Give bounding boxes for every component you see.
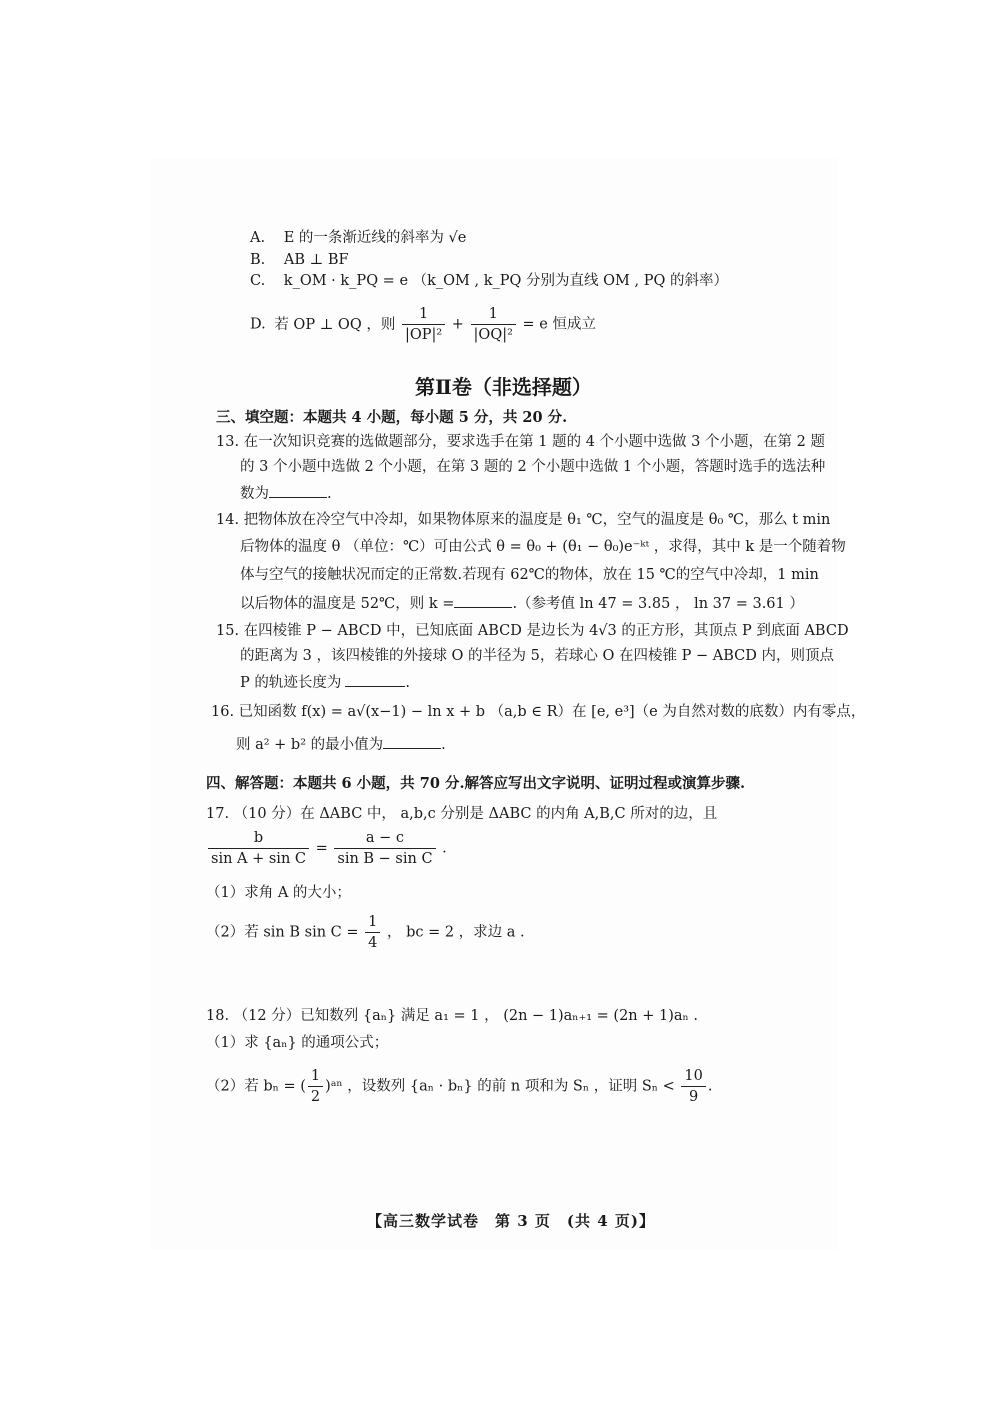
q14-line-2: 后物体的温度 θ （单位：℃）可由公式 θ = θ₀ + (θ₁ − θ₀)e⁻ᵏᵗ ，求得，其中 k 是一个随着物 [240,539,846,555]
q17-part-1: （1）求角 A 的大小； [206,885,351,901]
answer-blank[interactable] [345,672,405,687]
option-d-fraction-1 [402,304,445,345]
q15-line-1: 15. 在四棱锥 P − ABCD 中，已知底面 ABCD 是边长为 4√3 的正方形，其顶点 P 到底面 ABCD [216,623,849,639]
q13-line-3 [240,483,332,503]
option-b-text: AB ⊥ BF [283,252,349,268]
fraction-denominator: |OQ|² [473,327,513,343]
q17-part-2-text: （2）若 sin B sin C = [206,924,359,941]
fraction-denominator: |OP|² [404,327,443,343]
q14-line-4-text: 以后物体的温度是 52℃，则 k = [240,596,455,612]
q13-line-2: 的 3 个小题中选做 2 个小题，在第 3 题的 2 个小题中选做 1 个小题，答题时选手的选法种 [240,459,826,475]
q18-part-2-end: . [707,1078,713,1095]
option-c [250,272,728,290]
q14-line-1: 14. 把物体放在冷空气中冷却，如果物体原来的温度是 θ₁ ℃，空气的温度是 θ₀ ℃，那么 t min [216,512,831,528]
q16-line-2 [236,734,446,754]
option-c-label: C. [250,273,266,289]
q15-line-2: 的距离为 3 ，该四棱锥的外接球 O 的半径为 5，若球心 O 在四棱锥 P − ABCD 内，则顶点 [240,648,834,664]
q18-line-1: 18. （12 分）已知数列 {aₙ} 满足 a₁ = 1 ， (2n − 1)aₙ₊₁ = (2n + 1)aₙ . [206,1008,699,1024]
option-b-label: B. [250,252,266,268]
option-c-text: k_OM · k_PQ = e （k_OM , k_PQ 分别为直线 OM , PQ 的斜率） [283,273,728,289]
q18-part-2-fraction-2 [681,1066,705,1107]
plus-sign: + [451,316,464,333]
option-a [250,229,466,247]
answer-blank[interactable] [454,593,512,608]
q15-line-3 [240,672,410,692]
q17-part-2 [206,912,525,953]
q15-end: . [405,675,410,691]
equals-sign: = [315,840,328,857]
q18-part-2-text: （2）若 bₙ = ( [206,1078,306,1095]
q18-part-2-rest: )ᵃⁿ ，设数列 {aₙ · bₙ} 的前 n 项和为 Sₙ ，证明 Sₙ < [325,1078,675,1095]
q14-line-4 [240,593,804,613]
fraction-numerator: 1 [308,1066,323,1087]
option-d-prefix: 若 OP ⊥ OQ ，则 [274,316,396,333]
fraction-denominator: 9 [689,1089,699,1105]
option-d-fraction-2 [471,304,516,345]
option-d-suffix: = e 恒成立 [522,316,596,333]
q17-fraction-1 [208,828,309,869]
q16-end: . [441,737,446,753]
q14-line-3: 体与空气的接触状况而定的正常数.若现有 62℃的物体，放在 15 ℃的空气中冷却，1 min [240,567,819,583]
option-a-text: E 的一条渐近线的斜率为 √e [283,230,467,246]
q16-line-1: 16. 已知函数 f(x) = a√(x−1) − ln x + b （a,b ∈ R）在 [e, e³]（e 为自然对数的底数）内有零点， [211,704,866,720]
fraction-numerator: b [208,828,309,849]
fraction-denominator: 2 [310,1089,321,1105]
q16-line-2-text: 则 a² + b² 的最小值为 [236,737,384,753]
fraction-denominator: sin A + sin C [211,851,306,867]
option-d-label: D. [250,316,266,333]
q17-part-2-rest: ， bc = 2 ，求边 a . [386,924,525,941]
q17-part-2-fraction [365,912,380,953]
q17-equation [206,828,447,869]
page-footer: 【高三数学试卷 第 3 页 (共 4 页)】 [367,1212,655,1230]
fraction-numerator: 1 [402,304,445,325]
q17-equation-end: . [442,840,447,857]
option-a-label: A. [250,230,266,246]
fraction-denominator: 4 [368,935,378,951]
q18-part-2-fraction [308,1066,323,1107]
q15-line-3-text: P 的轨迹长度为 [240,675,342,691]
q13-line-3-text: 数为 [240,486,269,502]
q18-part-1: （1）求 {aₙ} 的通项公式； [206,1035,389,1051]
q13-end: . [327,486,332,502]
q18-part-2 [206,1066,712,1107]
q14-line-4-reference: .（参考值 ln 47 = 3.85 ， ln 37 = 3.61 ） [512,596,804,612]
section-title: 第Ⅱ卷（非选择题） [415,375,592,399]
fraction-denominator: sin B − sin C [337,851,433,867]
option-d [250,304,596,345]
q13-line-1: 13. 在一次知识竞赛的选做题部分，要求选手在第 1 题的 4 个小题中选做 3 个小题，在第 2 题 [216,434,825,450]
fraction-numerator: a − c [334,828,435,849]
part-three-heading: 三、填空题：本题共 4 小题，每小题 5 分，共 20 分. [216,409,568,426]
q17-line-1: 17. （10 分）在 ΔABC 中， a,b,c 分别是 ΔABC 的内角 A,B,C 所对的边，且 [206,806,718,822]
fraction-numerator: 1 [471,304,516,325]
answer-blank[interactable] [383,734,441,749]
answer-blank[interactable] [269,483,327,498]
q17-fraction-2 [334,828,435,869]
fraction-numerator: 10 [681,1066,705,1087]
option-b [250,251,349,269]
part-four-heading: 四、解答题：本题共 6 小题，共 70 分.解答应写出文字说明、证明过程或演算步骤. [206,775,746,792]
fraction-numerator: 1 [365,912,380,933]
